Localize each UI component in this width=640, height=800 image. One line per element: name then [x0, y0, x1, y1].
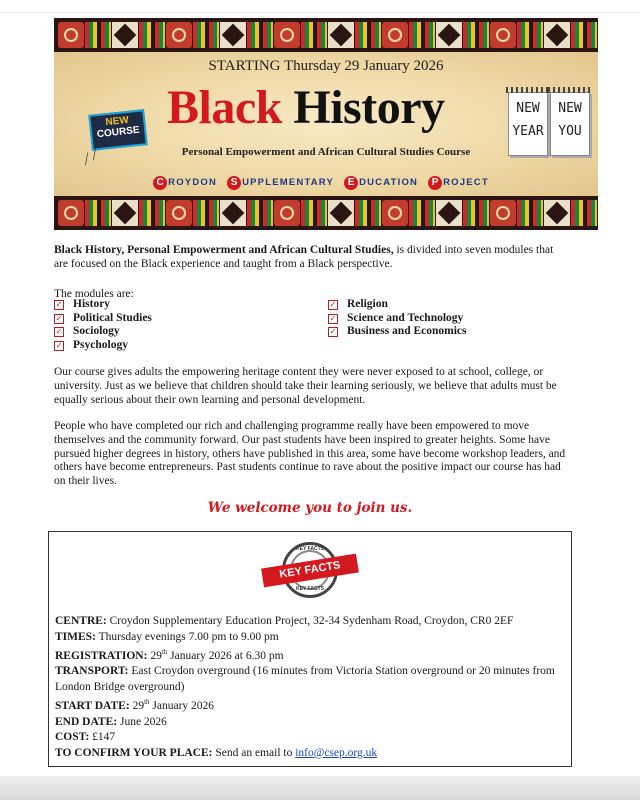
modules-list-right — [328, 298, 467, 339]
notebook-line: NEW — [516, 101, 540, 116]
kente-pattern-icon — [328, 200, 354, 226]
badge-small-bottom: KEY FACTS — [296, 586, 324, 592]
kente-pattern-icon — [274, 200, 300, 226]
notebook-line: YEAR — [512, 124, 544, 139]
kente-pattern-icon — [463, 22, 489, 48]
kente-pattern-icon — [409, 22, 435, 48]
kente-pattern-icon — [166, 22, 192, 48]
kente-pattern-icon — [193, 200, 219, 226]
modules-label: The modules are: — [54, 288, 134, 300]
title-word-black: Black — [167, 81, 282, 134]
project-initial: S — [227, 176, 241, 190]
module-item — [328, 312, 467, 326]
burst-lines-icon: ⟋⟋ — [79, 146, 103, 169]
new-course-badge-line2: COURSE — [96, 124, 141, 141]
new-course-badge — [88, 109, 147, 151]
fact-ordinal: th — [161, 648, 168, 656]
top-divider — [0, 12, 640, 13]
kente-pattern-icon — [112, 200, 138, 226]
fact-value: £147 — [89, 731, 116, 744]
kente-pattern-icon — [139, 200, 165, 226]
module-item — [54, 298, 152, 312]
notebook-line: NEW — [558, 101, 582, 116]
checkbox-icon: ✓ — [55, 313, 63, 323]
checkbox-icon: ✓ — [329, 300, 337, 309]
kente-pattern-icon — [220, 22, 246, 48]
module-name: History — [73, 298, 111, 310]
kente-pattern-icon — [544, 200, 570, 226]
fact-cost — [55, 730, 567, 746]
checkbox-icon: ✓ — [55, 300, 63, 309]
fact-start-date — [55, 695, 567, 714]
fact-value: East Croydon overground (16 minutes from Victoria Station overground or 20 minutes from London Bridge overground) — [55, 665, 555, 693]
checkbox-icon: ✓ — [329, 327, 337, 337]
kente-pattern-icon — [58, 200, 84, 226]
kente-pattern-icon — [571, 200, 597, 226]
kente-pattern-icon — [328, 22, 354, 48]
intro-course-name: Black History, Personal Empowerment and African Cultural Studies, — [54, 244, 394, 256]
notebook-line: YOU — [558, 124, 582, 139]
fact-ordinal: th — [144, 698, 150, 707]
project-initial: C — [153, 176, 167, 190]
kente-pattern-icon — [409, 200, 435, 226]
kente-pattern-icon — [58, 22, 84, 48]
kente-pattern-icon — [247, 200, 273, 226]
fact-label: REGISTRATION: — [55, 649, 148, 662]
fact-label: TRANSPORT: — [55, 665, 129, 678]
kente-border-bottom — [54, 196, 598, 230]
kente-pattern-icon — [436, 22, 462, 48]
project-word-rest: UPPLEMENTARY — [242, 177, 335, 188]
fact-value: January 2026 at 6.30 pm — [167, 649, 284, 662]
kente-pattern-icon — [301, 22, 327, 48]
fact-value: Croydon Supplementary Education Project, 32-34 Sydenham Road, Croydon, CR0 2EF — [106, 615, 514, 627]
fact-label: START DATE: — [55, 700, 130, 713]
fact-label: CENTRE: — [55, 615, 107, 627]
fact-label: TIMES: — [55, 630, 96, 643]
kente-pattern-icon — [436, 200, 462, 226]
kente-pattern-icon — [274, 22, 300, 48]
module-name: Political Studies — [73, 311, 152, 324]
intro-text: is divided into seven modules that are focused on the Black experience and taught from a Black perspective. — [54, 244, 554, 270]
module-item — [54, 312, 152, 326]
module-name: Religion — [347, 298, 388, 310]
kente-pattern-icon — [247, 22, 273, 48]
checkbox-icon: ✓ — [329, 313, 337, 323]
module-name: Science and Technology — [347, 311, 464, 324]
kente-pattern-icon — [463, 200, 489, 226]
kente-pattern-icon — [85, 200, 111, 226]
kente-pattern-icon — [139, 22, 165, 48]
new-you-notebook — [550, 92, 590, 156]
key-facts-box — [48, 531, 572, 767]
badge-ribbon: KEY FACTS — [261, 554, 359, 588]
module-name: Psychology — [73, 338, 128, 351]
intro-paragraph — [54, 244, 570, 272]
key-facts-badge — [262, 542, 358, 602]
module-item — [328, 298, 467, 312]
title-word-history: History — [293, 81, 445, 134]
modules-list-left — [54, 298, 152, 352]
kente-pattern-icon — [355, 200, 381, 226]
fact-value: 29 — [129, 700, 145, 713]
checkbox-icon: ✓ — [55, 327, 63, 337]
fact-registration — [55, 645, 567, 664]
project-name — [54, 176, 598, 190]
page-bottom-edge — [0, 776, 640, 800]
project-word-rest: ROJECT — [443, 177, 489, 188]
module-name: Business and Economics — [347, 325, 467, 338]
fact-label: COST: — [55, 731, 90, 744]
module-item — [328, 325, 467, 339]
fact-value: Send an email to — [212, 746, 296, 759]
start-date-heading: STARTING Thursday 29 January 2026 — [208, 58, 444, 74]
fact-value: June 2026 — [117, 715, 167, 728]
kente-pattern-icon — [85, 22, 111, 48]
fact-value: Thursday evenings 7.00 pm to 9.00 pm — [95, 630, 279, 643]
kente-pattern-icon — [112, 22, 138, 48]
past-students-paragraph: People who have completed our rich and challenging programme really have been empowered to move themselves and the community forward. Our past students have been inspired to greater heights. Some have pursued higher degrees in history, others have published in this area, some have become workshop leaders, and others have become entrepreneurs. Past students continue to rave about the positive impact our course has had on their lives. — [54, 420, 566, 488]
kente-pattern-icon — [355, 22, 381, 48]
fact-confirm — [55, 746, 567, 762]
kente-pattern-icon — [382, 22, 408, 48]
email-link[interactable]: info@csep.org.uk — [295, 746, 378, 759]
kente-pattern-icon — [382, 200, 408, 226]
fact-end-date — [55, 715, 567, 731]
banner-title — [167, 80, 445, 135]
module-item — [54, 325, 152, 339]
new-course-badge-line1: NEW — [104, 114, 130, 129]
kente-pattern-icon — [571, 22, 597, 48]
module-item — [54, 339, 152, 353]
banner-subtitle: Personal Empowerment and African Cultural Studies Course — [181, 146, 471, 158]
kente-pattern-icon — [517, 22, 543, 48]
kente-pattern-icon — [490, 22, 516, 48]
fact-value: January 2026 — [149, 700, 215, 713]
project-initial: P — [428, 176, 442, 190]
kente-pattern-icon — [220, 200, 246, 226]
module-name: Sociology — [73, 325, 120, 338]
kente-pattern-icon — [517, 200, 543, 226]
course-banner — [54, 18, 598, 230]
badge-small-top: KEY FACTS — [296, 546, 324, 552]
kente-pattern-icon — [166, 200, 192, 226]
checkbox-icon: ✓ — [55, 340, 63, 350]
new-year-notebook — [508, 92, 548, 156]
key-facts-list — [55, 614, 567, 761]
project-word-rest: ROYDON — [168, 177, 218, 188]
fact-label: TO CONFIRM YOUR PLACE: — [55, 746, 213, 759]
kente-pattern-icon — [193, 22, 219, 48]
fact-value: 29 — [147, 649, 162, 662]
kente-pattern-icon — [301, 200, 327, 226]
course-description-paragraph: Our course gives adults the empowering heritage content they were never exposed to at school, college, or university. Just as we believe that children should take their learning seriously, we believe that adults must be equally serious about their own learning and personal development. — [54, 366, 557, 406]
welcome-message: We welcome you to join us. — [207, 500, 413, 516]
fact-label: END DATE: — [55, 715, 118, 728]
fact-centre — [55, 614, 567, 630]
project-initial: E — [344, 176, 358, 190]
kente-pattern-icon — [490, 200, 516, 226]
kente-border-top — [54, 18, 598, 52]
project-word-rest: DUCATION — [359, 177, 419, 188]
fact-transport — [55, 664, 567, 695]
kente-pattern-icon — [544, 22, 570, 48]
fact-times — [55, 630, 567, 646]
